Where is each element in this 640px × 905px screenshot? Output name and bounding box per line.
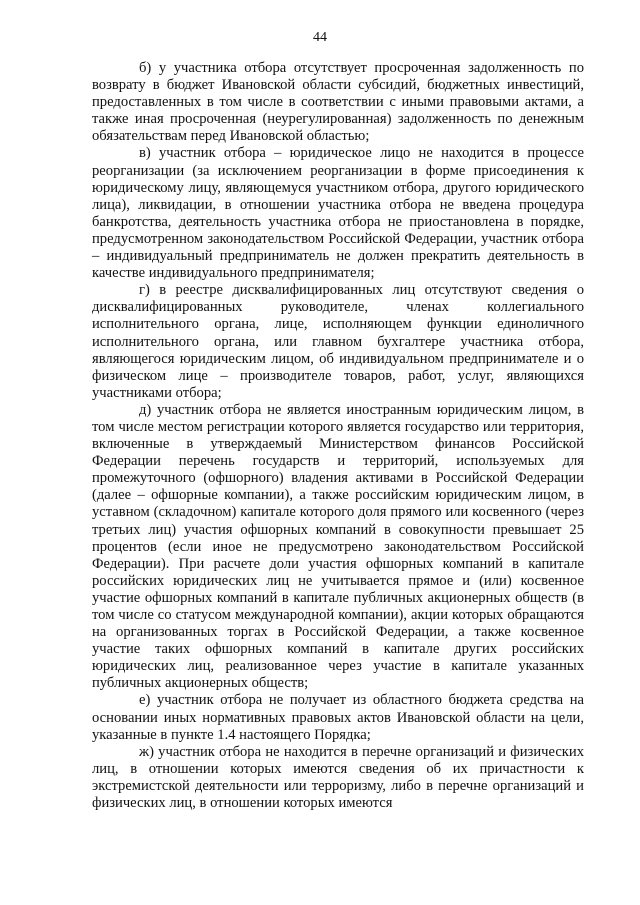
paragraph-b: б) у участника отбора отсутствует просроченная задолженность по возврату в бюджет Ивановской области субсидий, бюджетных инвестиций, предоставленных в том числе в соответствии с иными правовыми актами, а также иная просроченная (неурегулированная) задолженность по денежным обязательствам перед Ивановской областью;	[92, 60, 584, 145]
paragraph-zh: ж) участник отбора не находится в перечне организаций и физических лиц, в отношении которых имеются сведения об их причастности к экстремистской деятельности или терроризму, либо в перечне организаций и физических лиц, в отношении которых имеются	[92, 743, 584, 812]
paragraph-d: д) участник отбора не является иностранным юридическим лицом, в том числе местом регистрации которого является государство или территория, включенные в утверждаемый Министерством финансов Российской Федерации перечень государств и территорий, используемых для промежуточного (офшорного) владения активами в Российской Федерации (далее – офшорные компании), а также российским юридическим лицом, в уставном (складочном) капитале которого доля прямого или косвенного (через третьих лиц) участия офшорных компаний в совокупности превышает 25 процентов (если иное не предусмотрено законодательством Российской Федерации). При расчете доли участия офшорных компаний в капитале российских юридических лиц не учитывается прямое и (или) косвенное участие офшорных компаний в капитале публичных акционерных обществ (в том числе со статусом международной компании), акции которых обращаются на организованных торгах в Российской Федерации, а также косвенное участие таких офшорных компаний в капитале других российских юридических лиц, реализованное через участие в капитале указанных публичных акционерных обществ;	[92, 401, 584, 692]
paragraph-g: г) в реестре дисквалифицированных лиц отсутствуют сведения о дисквалифицированных руководителе, членах коллегиального исполнительного органа, лице, исполняющем функции единоличного исполнительного органа, или главном бухгалтере участника отбора, являющегося юридическим лицом, об индивидуальном предпринимателе и о физическом лице – производителе товаров, работ, услуг, являющихся участниками отбора;	[92, 282, 584, 401]
page-number: 44	[313, 30, 327, 45]
document-body	[92, 60, 584, 812]
paragraph-e: е) участник отбора не получает из областного бюджета средства на основании иных нормативных правовых актов Ивановской области на цели, указанные в пункте 1.4 настоящего Порядка;	[92, 692, 584, 743]
paragraph-v: в) участник отбора – юридическое лицо не находится в процессе реорганизации (за исключением реорганизации в форме присоединения к юридическому лицу, являющемуся участником отбора, другого юридического лица), ликвидации, в отношении участника отбора не введена процедура банкротства, деятельность участника отбора не приостановлена в порядке, предусмотренном законодательством Российской Федерации, участник отбора – индивидуальный предприниматель не должен прекратить деятельность в качестве индивидуального предпринимателя;	[92, 145, 584, 282]
